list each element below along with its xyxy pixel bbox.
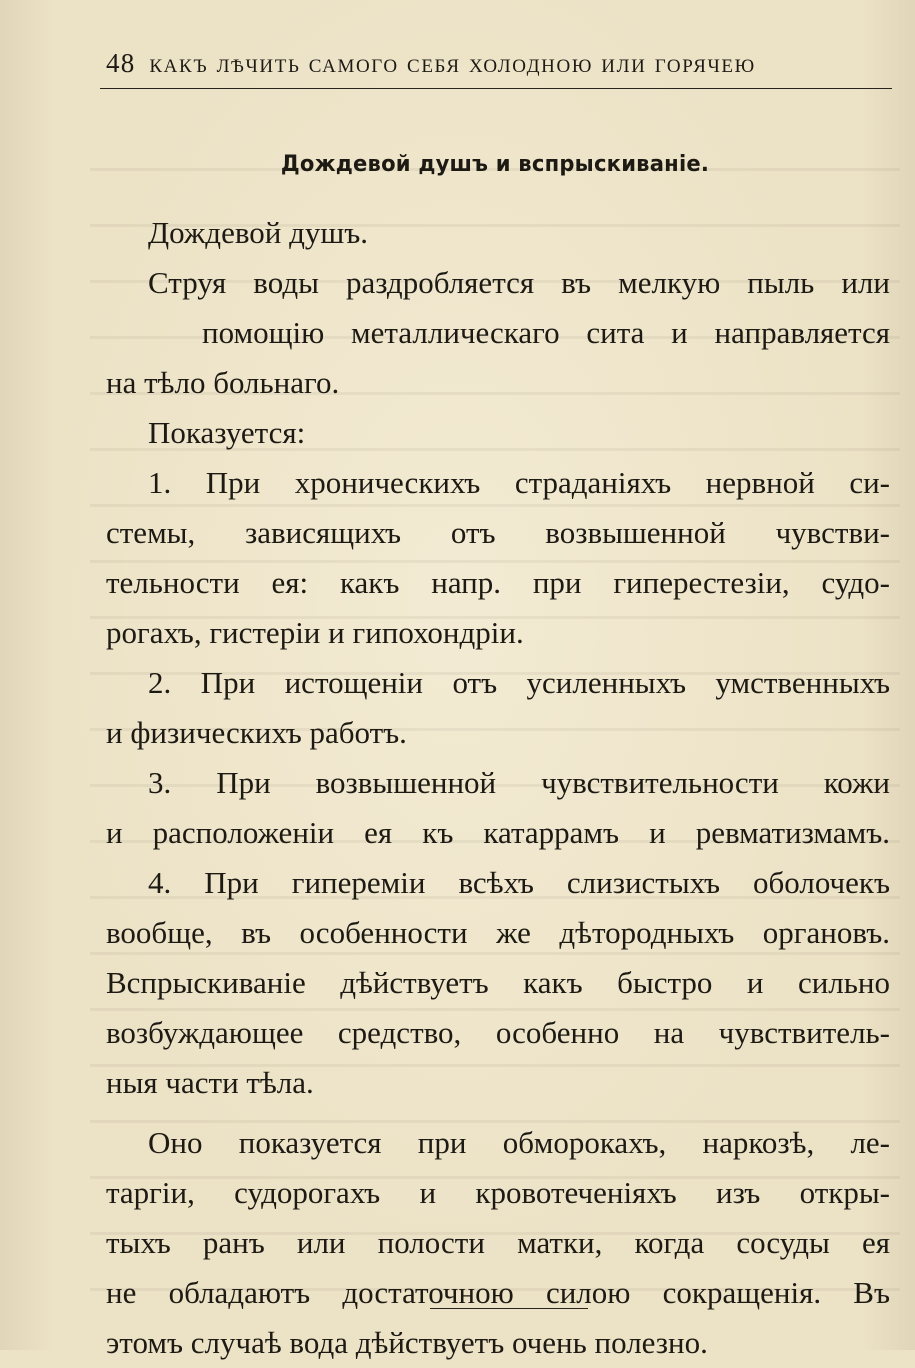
list-item-1-line: 1. При хроническихъ страданіяхъ нервной си- xyxy=(148,465,890,500)
text-line: Струя воды раздробляется въ мелкую пыль или xyxy=(148,265,890,300)
page-number: 48 xyxy=(106,48,136,78)
final-paragraph-line: не обладаютъ достаточною силою сокращенія. Въ xyxy=(106,1275,890,1310)
text-line: на тѣло больнаго. xyxy=(106,365,340,400)
injection-paragraph-line: Вспрыскиваніе дѣйствуетъ какъ быстро и сильно xyxy=(106,965,890,1000)
list-item-2-line: 2. При истощеніи отъ усиленныхъ умственныхъ xyxy=(148,665,890,700)
running-header xyxy=(106,48,890,84)
injection-paragraph-line: возбуждающее средство, особенно на чувствитель- xyxy=(106,1015,890,1050)
list-item-1-line: тельности ея: какъ напр. при гиперестезіи, судо- xyxy=(106,565,890,600)
header-rule xyxy=(100,88,892,89)
end-rule xyxy=(430,1308,588,1309)
section-title: Дождевой душъ и вспрыскиваніе. xyxy=(280,152,710,177)
body-text xyxy=(106,208,890,1368)
running-head-title: какъ лѣчить самого себя холодною или горячею xyxy=(149,48,756,78)
final-paragraph-line: Оно показуется при обморокахъ, наркозѣ, ле- xyxy=(148,1125,890,1160)
list-item-2-line: и физическихъ работъ. xyxy=(106,715,407,750)
text-line: помощію металлическаго сита и направляется xyxy=(202,315,890,350)
final-paragraph-line: тыхъ ранъ или полости матки, когда сосуды ея xyxy=(106,1225,890,1260)
final-paragraph-line: таргіи, судорогахъ и кровотеченіяхъ изъ откры- xyxy=(106,1175,890,1210)
indications-label: Показуется: xyxy=(148,415,306,450)
list-item-4-line: вообще, въ особенности же дѣтородныхъ органовъ. xyxy=(106,915,890,950)
list-item-3-line: 3. При возвышенной чувствительности кожи xyxy=(148,765,890,800)
list-item-3-line: и расположеніи ея къ катаррамъ и ревматизмамъ. xyxy=(106,815,890,850)
final-paragraph-line: этомъ случаѣ вода дѣйствуетъ очень полезно. xyxy=(106,1325,708,1360)
list-item-4-line: 4. При гипереміи всѣхъ слизистыхъ оболочекъ xyxy=(148,865,890,900)
list-item-1-line: рогахъ, гистеріи и гипохондріи. xyxy=(106,615,524,650)
list-item-1-line: стемы, зависящихъ отъ возвышенной чувстви- xyxy=(106,515,890,550)
paragraph-heading-rain-shower: Дождевой душъ. xyxy=(148,215,369,250)
injection-paragraph-line: ныя части тѣла. xyxy=(106,1065,314,1100)
